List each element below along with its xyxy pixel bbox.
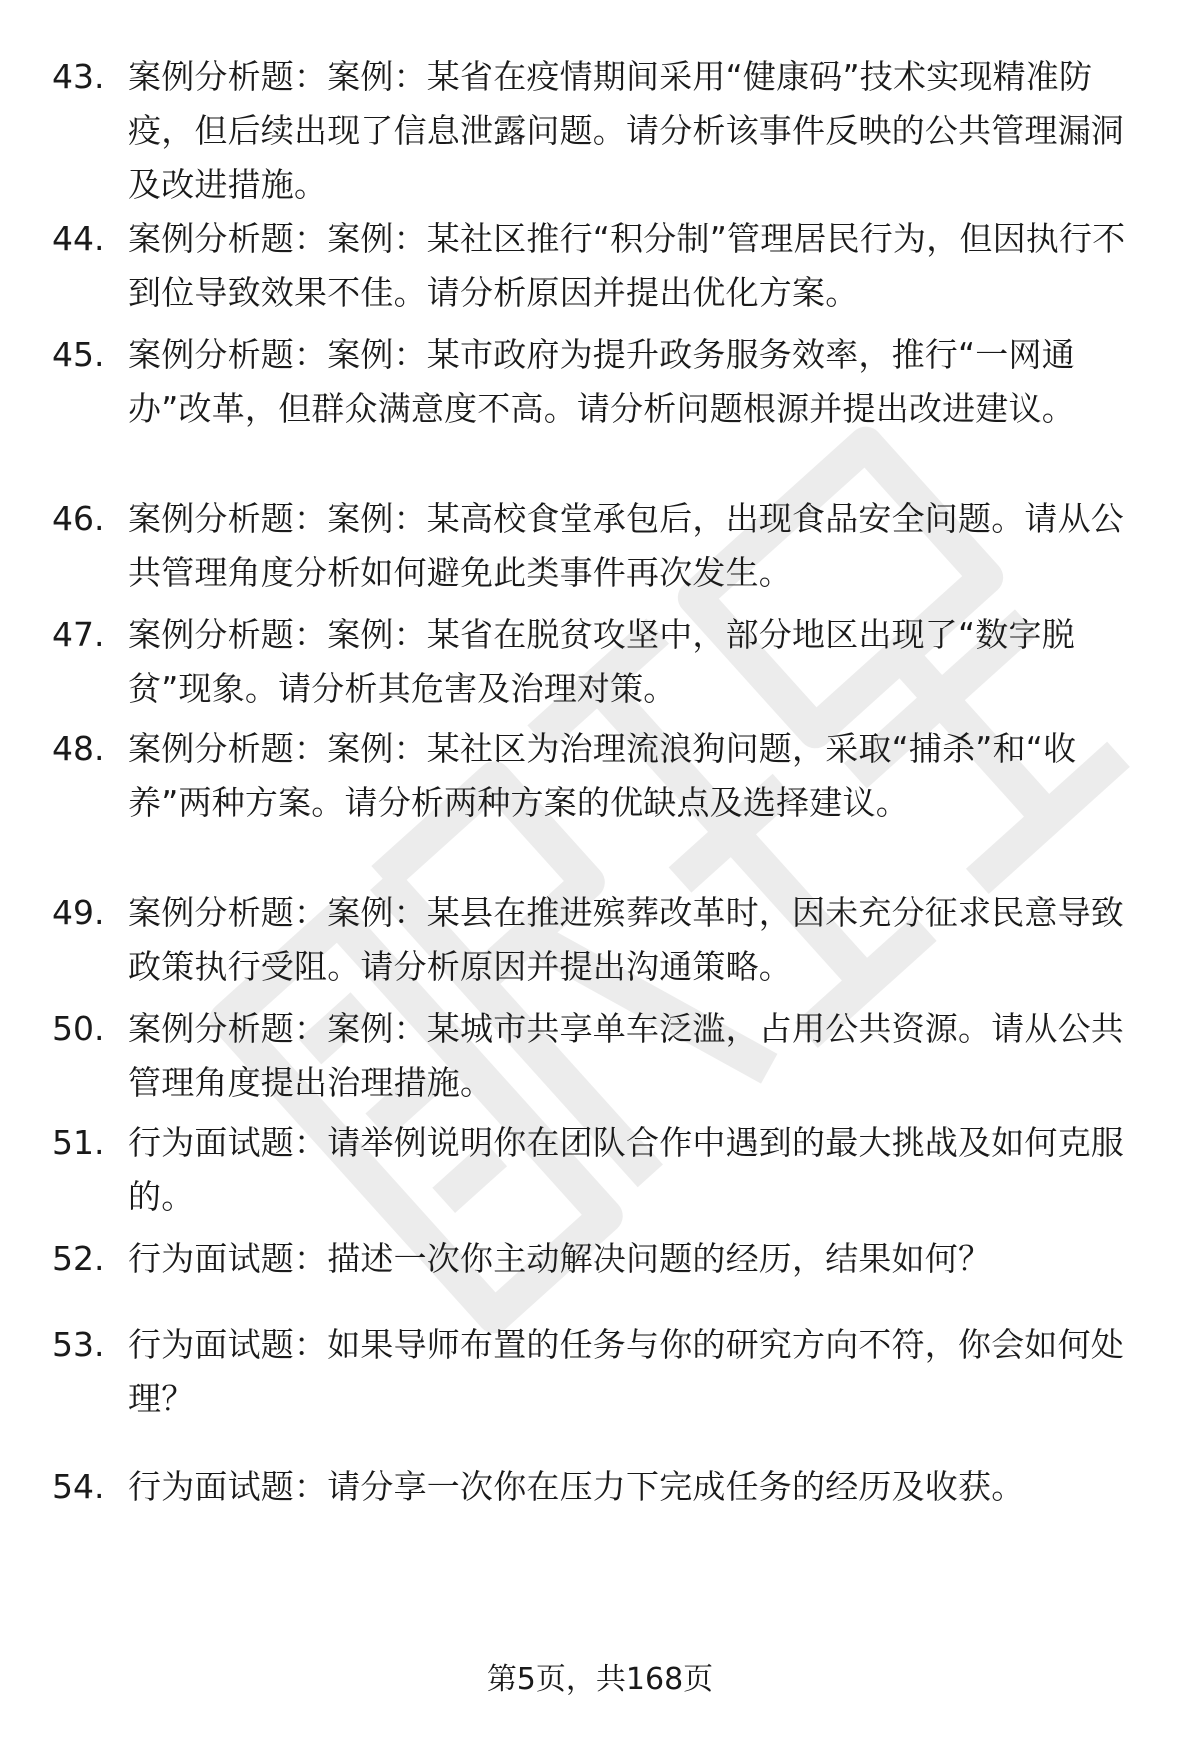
question-text: 案例分析题：案例：某高校食堂承包后，出现食品安全问题。请从公共管理角度分析如何避免此类事件再次发生。 [128,499,1124,592]
question-number: 47. [52,615,105,654]
question-text: 行为面试题：请举例说明你在团队合作中遇到的最大挑战及如何克服的。 [128,1123,1124,1216]
question-item [52,1460,1152,1514]
question-text: 案例分析题：案例：某省在疫情期间采用“健康码”技术实现精准防疫，但后续出现了信息泄露问题。请分析该事件反映的公共管理漏洞及改进措施。 [128,57,1124,204]
question-number: 49. [52,893,105,932]
question-item [52,492,1152,600]
question-item [52,608,1152,716]
question-number: 51. [52,1123,105,1162]
question-text: 行为面试题：描述一次你主动解决问题的经历，结果如何？ [128,1239,992,1278]
question-number: 44. [52,219,105,258]
question-text: 行为面试题：请分享一次你在压力下完成任务的经历及收获。 [128,1467,1025,1506]
question-item [52,1002,1152,1110]
question-text: 行为面试题：如果导师布置的任务与你的研究方向不符，你会如何处理？ [128,1325,1124,1418]
question-text: 案例分析题：案例：某省在脱贫攻坚中，部分地区出现了“数字脱贫”现象。请分析其危害及治理对策。 [128,615,1075,708]
question-number: 43. [52,57,105,96]
question-item [52,328,1152,436]
question-text: 案例分析题：案例：某县在推进殡葬改革时，因未充分征求民意导致政策执行受阻。请分析原因并提出沟通策略。 [128,893,1124,986]
question-text: 案例分析题：案例：某市政府为提升政务服务效率，推行“一网通办”改革，但群众满意度不高。请分析问题根源并提出改进建议。 [128,335,1075,428]
question-number: 52. [52,1239,105,1278]
question-item [52,1318,1152,1426]
question-item [52,722,1152,830]
question-number: 46. [52,499,105,538]
question-text: 案例分析题：案例：某社区为治理流浪狗问题，采取“捕杀”和“收养”两种方案。请分析两种方案的优缺点及选择建议。 [128,729,1077,822]
question-item [52,1232,1152,1286]
page-number: 第5页，共168页 [486,1662,714,1697]
question-item [52,50,1152,212]
question-item [52,886,1152,994]
question-item [52,1116,1152,1224]
question-number: 53. [52,1325,105,1364]
question-number: 50. [52,1009,105,1048]
question-text: 案例分析题：案例：某城市共享单车泛滥，占用公共资源。请从公共管理角度提出治理措施。 [128,1009,1124,1102]
question-number: 48. [52,729,105,768]
question-number: 45. [52,335,105,374]
question-item [52,212,1152,320]
question-text: 案例分析题：案例：某社区推行“积分制”管理居民行为，但因执行不到位导致效果不佳。请分析原因并提出优化方案。 [128,219,1126,312]
question-number: 54. [52,1467,105,1506]
